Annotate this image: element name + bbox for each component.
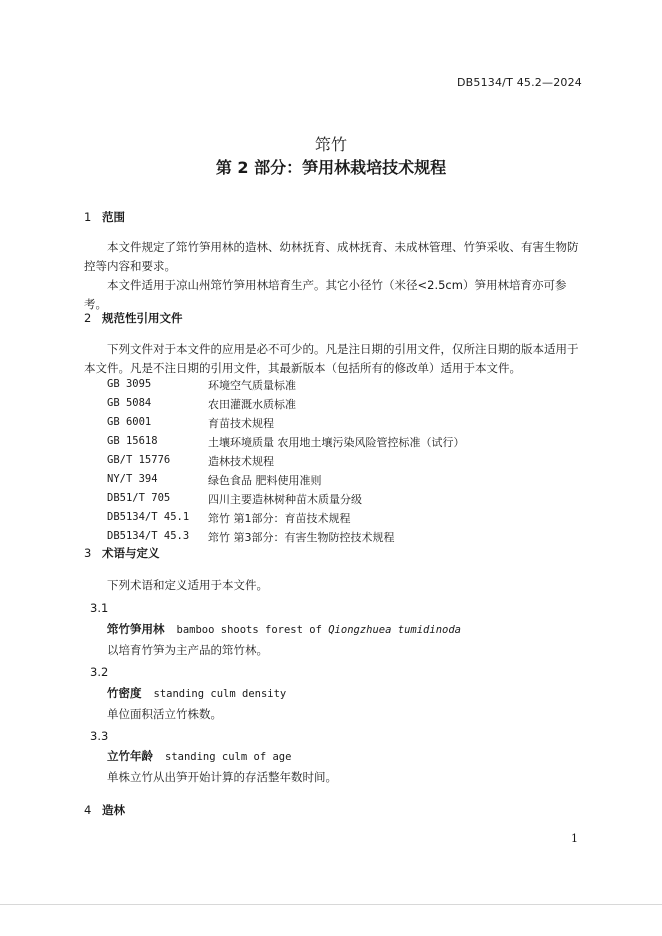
term-definition: 单株立竹从出笋开始计算的存活整年数时间。 bbox=[107, 770, 337, 784]
ref-title: 土壤环境质量 农用地土壤污染风险管控标准（试行） bbox=[208, 436, 465, 449]
section-2-intro: 下列文件对于本文件的应用是必不可少的。凡是注日期的引用文件，仅所注日期的版本适用于本文件。凡是不注日期的引用文件，其最新版本（包括所有的修改单）适用于本文件。 bbox=[84, 342, 579, 375]
term-english-italic: Qiongzhuea tumidinoda bbox=[328, 624, 461, 636]
section-1-paragraph-2: 本文件适用于凉山州筇竹笋用林培育生产。其它小径竹（米径<2.5cm）笋用林培育亦可参考。 bbox=[84, 278, 567, 311]
term-english-text: standing culm of age bbox=[165, 751, 292, 763]
scan-edge-divider bbox=[0, 904, 662, 905]
section-number: 3 bbox=[84, 546, 92, 560]
term-english-text: bamboo shoots forest of bbox=[176, 624, 322, 636]
ref-code: GB 5084 bbox=[107, 397, 152, 409]
ref-title: 造林技术规程 bbox=[208, 455, 274, 468]
term-entry bbox=[107, 748, 291, 764]
section-title: 造林 bbox=[102, 803, 125, 817]
title-line-2: 第 2 部分：笋用林栽培技术规程 bbox=[215, 158, 447, 177]
ref-code: GB/T 15776 bbox=[107, 454, 171, 466]
term-chinese: 筇竹笋用林 bbox=[107, 622, 165, 636]
term-chinese: 立竹年龄 bbox=[107, 749, 153, 763]
ref-title: 农田灌溉水质标准 bbox=[208, 398, 296, 411]
term-definition: 以培育竹笋为主产品的筇竹林。 bbox=[107, 643, 268, 657]
ref-code: GB 15618 bbox=[107, 435, 158, 447]
section-title: 术语与定义 bbox=[102, 546, 160, 560]
term-definition: 单位面积活立竹株数。 bbox=[107, 707, 222, 721]
ref-code: GB 6001 bbox=[107, 416, 152, 428]
ref-code: DB5134/T 45.1 bbox=[107, 511, 190, 523]
ref-code: DB51/T 705 bbox=[107, 492, 171, 504]
section-1-heading bbox=[84, 209, 125, 225]
ref-title: 育苗技术规程 bbox=[208, 417, 274, 430]
term-english bbox=[177, 624, 462, 636]
ref-title: 筇竹 第3部分：有害生物防控技术规程 bbox=[208, 531, 395, 544]
section-title: 规范性引用文件 bbox=[102, 311, 183, 325]
section-2-heading bbox=[84, 310, 183, 326]
ref-title: 四川主要造林树种苗木质量分级 bbox=[208, 493, 362, 506]
section-4-heading bbox=[84, 802, 125, 818]
term-number: 3.3 bbox=[90, 729, 109, 743]
title-line-1: 筇竹 bbox=[314, 135, 347, 154]
section-3-intro: 下列术语和定义适用于本文件。 bbox=[107, 578, 268, 592]
ref-title: 环境空气质量标准 bbox=[208, 379, 296, 392]
ref-title: 绿色食品 肥料使用准则 bbox=[208, 474, 322, 487]
term-number: 3.2 bbox=[90, 665, 109, 679]
term-chinese: 竹密度 bbox=[107, 686, 142, 700]
section-number: 2 bbox=[84, 311, 92, 325]
section-1-paragraph-1: 本文件规定了筇竹笋用林的造林、幼林抚育、成林抚育、未成林管理、竹笋采收、有害生物防控等内容和要求。 bbox=[84, 240, 579, 273]
ref-code: NY/T 394 bbox=[107, 473, 158, 485]
ref-title: 筇竹 第1部分：育苗技术规程 bbox=[208, 512, 351, 525]
term-english-text: standing culm density bbox=[153, 688, 287, 700]
page-number: 1 bbox=[571, 832, 578, 845]
section-3-heading bbox=[84, 545, 160, 561]
section-title: 范围 bbox=[102, 210, 125, 224]
ref-code: DB5134/T 45.3 bbox=[107, 530, 190, 542]
ref-code: GB 3095 bbox=[107, 378, 152, 390]
term-number: 3.1 bbox=[90, 601, 109, 615]
section-number: 4 bbox=[84, 803, 92, 817]
document-number: DB5134/T 45.2—2024 bbox=[456, 76, 582, 89]
term-entry bbox=[107, 621, 461, 637]
section-number: 1 bbox=[84, 210, 92, 224]
term-entry bbox=[107, 685, 286, 701]
